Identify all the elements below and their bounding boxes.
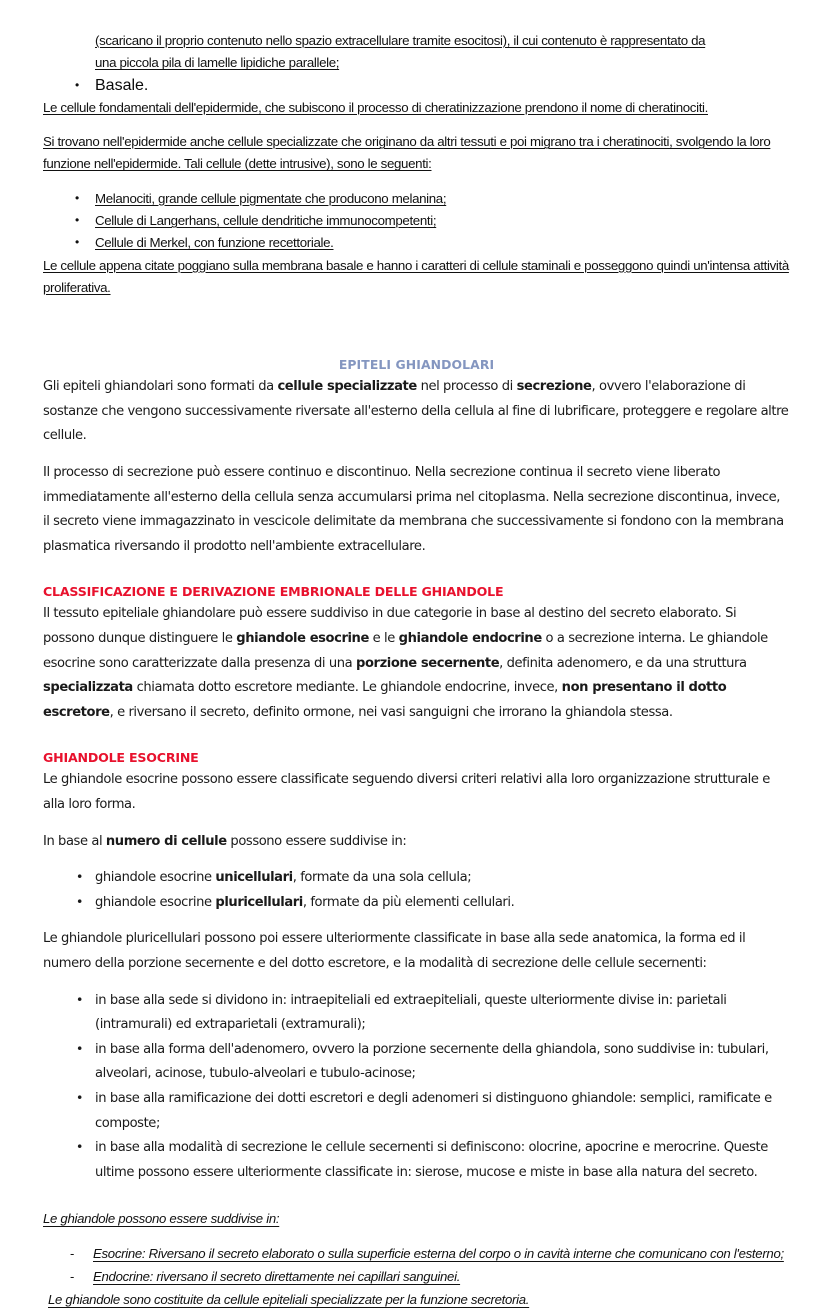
section-title-classificazione: CLASSIFICAZIONE E DERIVAZIONE EMBRIONALE DELLE GHIANDOLE <box>43 584 504 600</box>
emphasis-pluricellulari: pluricellulari <box>215 894 303 910</box>
emphasis-ghiandole-esocrine: ghiandole esocrine <box>236 631 369 647</box>
section-spacer <box>43 559 790 581</box>
epiteli-paragraph-2: Il processo di secrezione può essere continuo e discontinuo. Nella secrezione continua il secreto viene liberato immediatamente all'esterno della cellula senza accumularsi prima nel citoplasma. Nella secrezione discontinua, invece, il secreto viene immagazzinato in vescicole delimitate da membrana che successivamente si fondono con la membrana plasmatica riversando il prodotto nell'ambiente extracellulare. <box>43 465 784 554</box>
paragraph-staminali <box>43 255 790 300</box>
text-run: , formate da una sola cellula; <box>292 870 472 886</box>
spacer <box>43 915 790 927</box>
paragraph-intrusive-text: Si trovano nell'epidermide anche cellule specializzate che originano da altri tessuti e poi migrano tra i cheratinociti, svolgendo la loro funzione nell'epidermide. Tali cellule (dette intrusive), sono le seguenti: <box>43 134 771 172</box>
spacer <box>43 977 790 989</box>
emphasis-ghiandole-endocrine: ghiandole endocrine <box>398 631 542 647</box>
continued-paragraph <box>43 30 790 75</box>
bullet-basale-label: Basale. <box>95 76 149 94</box>
continued-paragraph-line-1: (scaricano il proprio contenuto nello spazio extracellulare tramite esocitosi), il cui contenuto è rappresentato da <box>95 33 706 48</box>
paragraph-staminali-text: Le cellule appena citate poggiano sulla membrana basale e hanno i caratteri di cellule staminali e posseggono quindi un'intensa attività proliferativa. <box>43 257 789 295</box>
text-run: ghiandole esocrine <box>95 894 216 910</box>
closing-lead-in: Le ghiandole possono essere suddivise in: <box>43 1211 280 1227</box>
esocrine-paragraph-3: Le ghiandole pluricellulari possono poi essere ulteriormente classificate in base alla sede anatomica, la forma ed il numero della porzione secernente e del dotto escretore, e la modalità di secrezione delle cellule secernenti: <box>43 931 746 971</box>
continued-paragraph-line-2: una piccola pila di lamelle lipidiche parallele; <box>95 55 340 71</box>
text-run: o a secrezione interna. Le ghiandole esocrine sono caratterizzate dalla presenza di una <box>43 631 768 671</box>
section-spacer <box>43 725 790 747</box>
emphasis-porzione-secernente: porzione secernente <box>356 655 500 671</box>
list-item-label: Melanociti, grande cellule pigmentate che producono melanina; <box>95 190 447 206</box>
list-item <box>43 75 790 97</box>
emphasis-specializzata: specializzata <box>43 680 133 696</box>
intrusive-cells-list <box>43 188 790 255</box>
text-run: , e riversano il secreto, definito ormone, nei vasi sanguigni che irrorano la ghiandola stessa. <box>109 704 673 720</box>
classification-criteria-list <box>43 989 790 1186</box>
spacer <box>43 818 790 830</box>
text-run: , ovvero l'elaborazione di sostanze che vengono successivamente riversate all'esterno della cellula al fine di lubrificare, proteggere e regolare altre cellule. <box>43 379 789 444</box>
list-item <box>43 1242 790 1265</box>
paragraph-cheratinociti-text: Le cellule fondamentali dell'epidermide, che subiscono il processo di cheratinizzazione prendono il nome di cheratinociti. <box>43 99 708 115</box>
section-title-epiteli: EPITELI GHIANDOLARI <box>338 357 495 373</box>
text-run: nel processo di <box>416 379 517 395</box>
list-item: • in base alla ramificazione dei dotti escretori e degli adenomeri si distinguono ghiandole: semplici, ramificate e composte; <box>43 1087 790 1136</box>
list-item: • in base alla sede si dividono in: intraepiteliali ed extraepiteliali, queste ulteriormente divise in: parietali (intramurali) ed extraparietali (extramurali); <box>43 989 790 1038</box>
list-item: • in base alla modalità di secrezione le cellule secernenti si definiscono: olocrine, apocrine e merocrine. Queste ultime possono essere ulteriormente classificate in: sierose, mucose e miste in base alla natura del secreto. <box>43 1136 790 1185</box>
list-item <box>43 866 790 891</box>
paragraph-cheratinociti <box>43 97 790 119</box>
basale-list <box>43 75 790 97</box>
top-annotation-section <box>43 30 790 299</box>
list-item: • in base alla forma dell'adenomero, ovvero la porzione secernente della ghiandola, sono suddivise in: tubulari, alveolari, acinose, tubulo-alveolari e tubulo-acinose; <box>43 1038 790 1087</box>
spacer <box>43 1230 790 1242</box>
text-run: possono essere suddivise in: <box>226 833 407 849</box>
cell-number-list <box>43 866 790 915</box>
emphasis-non-presentano-dotto: non presentano il dotto escretore <box>43 680 727 720</box>
list-item <box>43 232 790 254</box>
emphasis-numero-di-cellule: numero di cellule <box>105 833 227 849</box>
spacer <box>43 176 790 188</box>
text-run: ghiandole esocrine <box>95 870 216 886</box>
closing-annotation-section <box>43 1207 790 1311</box>
section-ghiandole-esocrine <box>43 747 790 1185</box>
list-item <box>43 891 790 916</box>
text-run: Gli epiteli ghiandolari sono formati da <box>43 379 278 395</box>
text-run: In base al <box>43 833 106 849</box>
epiteli-paragraph-1 <box>43 375 790 449</box>
text-run: chiamata dotto escretore mediante. Le ghiandole endocrine, invece, <box>132 680 562 696</box>
classificazione-paragraph <box>43 602 790 725</box>
list-item-label: Cellule di Langerhans, cellule dendritiche immunocompetenti; <box>95 213 437 229</box>
closing-lead-in-wrapper <box>43 1207 790 1230</box>
list-item-label: Cellule di Merkel, con funzione recettoriale. <box>95 235 334 251</box>
text-run: Il tessuto epiteliale ghiandolare può essere suddiviso in due categorie in base al destino del secreto elaborato. Si possono dunque distinguere le <box>43 606 737 647</box>
section-spacer <box>43 299 790 355</box>
spacer <box>43 119 790 131</box>
text-run: , definita adenomero, e da una struttura <box>499 655 747 671</box>
spacer <box>43 854 790 866</box>
emphasis-unicellulari: unicellulari <box>215 870 293 886</box>
text-run: e le <box>368 631 399 647</box>
section-classificazione <box>43 581 790 725</box>
list-item <box>43 210 790 232</box>
list-item-label: Esocrine: Riversano il secreto elaborato o sulla superficie esterna del corpo o in cavità interne che comunicano con l'esterno; <box>93 1246 784 1262</box>
list-item <box>43 1265 790 1288</box>
text-run: , formate da più elementi cellulari. <box>302 894 515 910</box>
spacer <box>43 449 790 461</box>
esocrine-paragraph-2 <box>43 830 790 855</box>
list-item <box>43 188 790 210</box>
section-spacer <box>43 1185 790 1207</box>
paragraph-intrusive <box>43 131 790 176</box>
list-item-label: Endocrine: riversano il secreto direttamente nei capillari sanguinei. <box>93 1269 461 1285</box>
section-epiteli-ghiandolari <box>43 355 790 559</box>
emphasis-cellule-specializzate: cellule specializzate <box>277 379 417 395</box>
closing-final-line-wrapper <box>43 1288 790 1311</box>
section-title-esocrine: GHIANDOLE ESOCRINE <box>43 750 199 766</box>
esocrine-paragraph-1: Le ghiandole esocrine possono essere classificate seguendo diversi criteri relativi alla loro organizzazione strutturale e alla loro forma. <box>43 772 770 812</box>
emphasis-secrezione: secrezione <box>516 379 592 395</box>
closing-final-line: Le ghiandole sono costituite da cellule epiteliali specializzate per la funzione secretoria. <box>48 1292 530 1308</box>
gland-types-list <box>43 1242 790 1288</box>
